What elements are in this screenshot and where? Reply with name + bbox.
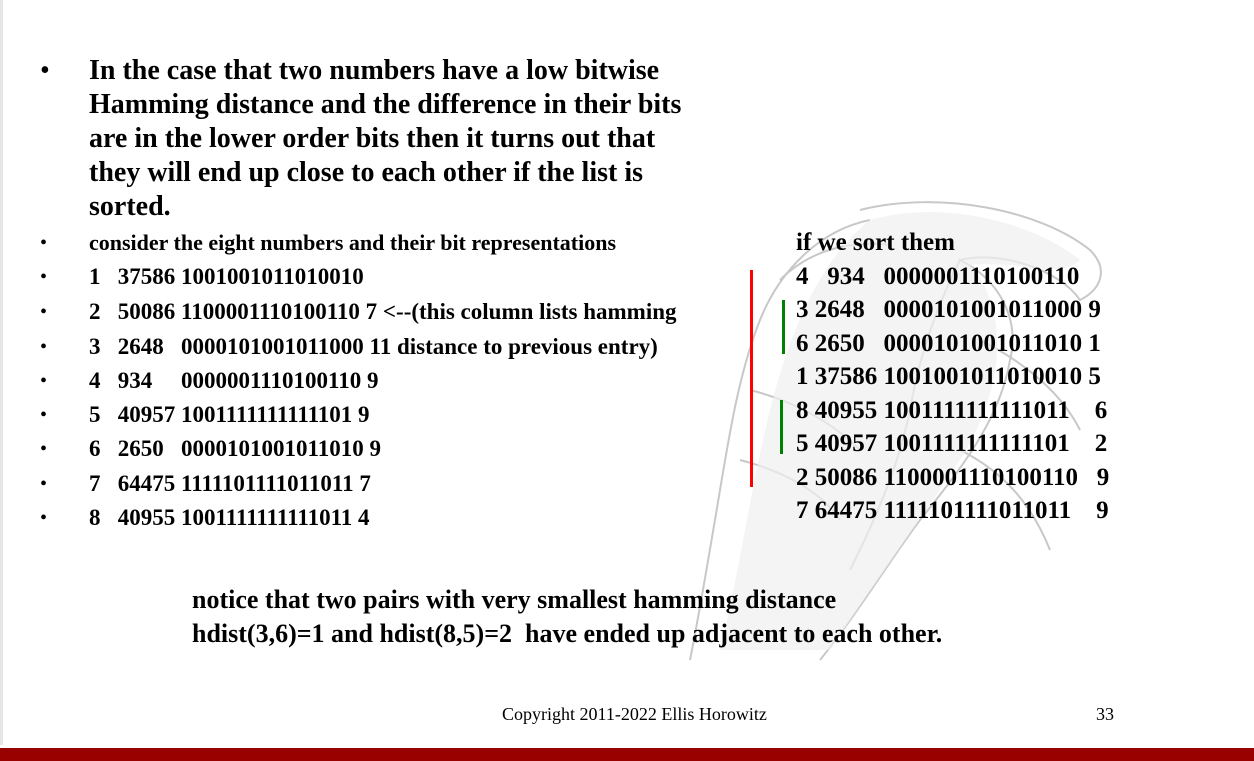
bullet-dot: • <box>40 438 48 460</box>
bottom-accent-bar <box>0 748 1254 761</box>
bullet-dot: • <box>40 336 48 358</box>
sorted-list-row: 7 64475 1111101111011011 9 <box>796 497 1109 524</box>
main-bullet-line: are in the lower order bits then it turns out that <box>89 123 656 154</box>
bullet-dot: • <box>40 370 48 392</box>
main-bullet-line: Hamming distance and the difference in their bits <box>89 89 682 120</box>
bullet-dot: • <box>40 232 48 254</box>
sorted-list-row: 2 50086 1100001110100110 9 <box>796 463 1110 491</box>
list-item-text: 3 2648 0000101001011000 11 distance to previous entry) <box>89 334 658 359</box>
sorted-list-row: 6 2650 0000101001011010 1 <box>796 329 1101 357</box>
sorted-list-row: 3 2648 0000101001011000 9 <box>796 296 1101 323</box>
bullet-dot: • <box>40 507 48 529</box>
notice-line: notice that two pairs with very smallest hamming distance <box>192 585 837 614</box>
list-item-text: 2 50086 1100001110100110 7 <--(this column lists hamming <box>89 299 677 324</box>
green-marker-line-pair-3-6 <box>782 300 785 354</box>
list-item-text: 8 40955 1001111111111011 4 <box>89 505 370 530</box>
sorted-list-row: 1 37586 1001001011010010 5 <box>796 363 1101 390</box>
main-bullet-dot: • <box>40 55 50 86</box>
page-number: 33 <box>1096 704 1114 724</box>
list-item-text: 5 40957 1001111111111101 9 <box>89 402 370 427</box>
main-bullet-line: they will end up close to each other if the list is <box>89 157 644 188</box>
main-bullet-line: In the case that two numbers have a low bitwise <box>89 55 660 86</box>
sorted-list <box>796 226 1109 528</box>
sorted-list-heading: if we sort them <box>796 229 955 256</box>
list-item-text: 4 934 0000001110100110 9 <box>89 368 379 393</box>
bullet-dot: • <box>40 404 48 426</box>
list-item-text: 1 37586 1001001011010010 <box>89 264 364 289</box>
slide-left-edge <box>0 0 3 745</box>
main-bullet-text <box>89 54 769 224</box>
sorted-list-row: 8 40955 1001111111111011 6 <box>796 396 1108 424</box>
list-item-text: 6 2650 0000101001011010 9 <box>89 436 381 461</box>
sorted-list-row: 5 40957 1001111111111101 2 <box>796 430 1108 457</box>
list-item-text: consider the eight numbers and their bit representations <box>89 230 617 255</box>
bullet-dot: • <box>40 473 48 495</box>
bullet-dot: • <box>40 301 48 323</box>
copyright-text: Copyright 2011-2022 Ellis Horowitz <box>502 704 767 724</box>
red-marker-line <box>750 270 753 487</box>
bullet-dot: • <box>40 266 48 288</box>
notice-text <box>192 583 942 651</box>
list-item-text: 7 64475 1111101111011011 7 <box>89 471 371 496</box>
main-bullet-line: sorted. <box>89 191 171 222</box>
notice-line: hdist(3,6)=1 and hdist(8,5)=2 have ended up adjacent to each other. <box>192 619 943 648</box>
green-marker-line-pair-8-5 <box>780 400 783 454</box>
sorted-list-row: 4 934 0000001110100110 <box>796 262 1080 290</box>
